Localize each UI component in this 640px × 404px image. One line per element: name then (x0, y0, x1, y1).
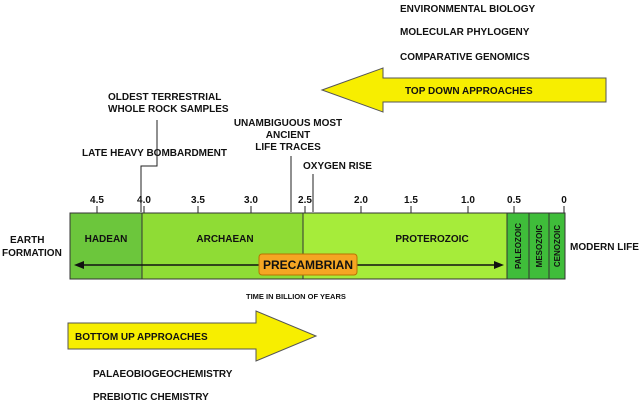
modern-life-label: MODERN LIFE (570, 242, 639, 253)
era-mesozoic-label: MESOZOIC (535, 224, 544, 268)
tick-label-2-0: 2.0 (354, 195, 368, 206)
event-oxygen-rise: OXYGEN RISE (303, 161, 372, 172)
event-late-bombardment: LATE HEAVY BOMBARDMENT (82, 148, 227, 159)
event-oldest-samples-line1: OLDEST TERRESTRIAL (108, 92, 222, 103)
tick-label-1-0: 1.0 (461, 195, 475, 206)
method-environmental-biology: ENVIRONMENTAL BIOLOGY (400, 4, 536, 15)
bottom-up-label: BOTTOM UP APPROACHES (75, 332, 208, 343)
tick-group (70, 206, 568, 213)
method-molecular-phylogeny: MOLECULAR PHYLOGENY (400, 27, 530, 38)
event-life-traces-line3: LIFE TRACES (255, 142, 321, 153)
axis-caption: TIME IN BILLION OF YEARS (246, 292, 346, 301)
method-comparative-genomics: COMPARATIVE GENOMICS (400, 52, 530, 63)
tick-label-4-0: 4.0 (137, 195, 151, 206)
tick-label-0: 0 (561, 195, 567, 206)
event-oldest-samples-line2: WHOLE ROCK SAMPLES (108, 104, 229, 115)
tick-label-1-5: 1.5 (404, 195, 418, 206)
eon-proterozoic-label: PROTEROZOIC (395, 234, 469, 245)
earth-formation-line1: EARTH (10, 235, 45, 246)
tick-label-4-5: 4.5 (90, 195, 104, 206)
eon-archaean-label: ARCHAEAN (196, 234, 254, 245)
era-cenozoic-label: CENOZOIC (553, 224, 562, 268)
method-prebiotic-chemistry: PREBIOTIC CHEMISTRY (93, 392, 209, 403)
event-life-traces-line1: UNAMBIGUOUS MOST (233, 118, 343, 129)
earth-formation-line2: FORMATION (2, 248, 62, 259)
eon-hadean (70, 213, 142, 279)
top-down-label: TOP DOWN APPROACHES (405, 86, 533, 97)
tick-label-0-5: 0.5 (507, 195, 521, 206)
event-life-traces-line2: ANCIENT (265, 130, 311, 141)
method-palaeobiogeochemistry: PALAEOBIOGEOCHEMISTRY (93, 369, 233, 380)
precambrian-label: PRECAMBRIAN (263, 258, 353, 272)
eon-hadean-label: HADEAN (84, 234, 128, 245)
tick-label-3-5: 3.5 (191, 195, 205, 206)
tick-label-3-0: 3.0 (244, 195, 258, 206)
era-paleozoic-label: PALEOZOIC (514, 222, 523, 270)
tick-label-2-5: 2.5 (298, 195, 312, 206)
